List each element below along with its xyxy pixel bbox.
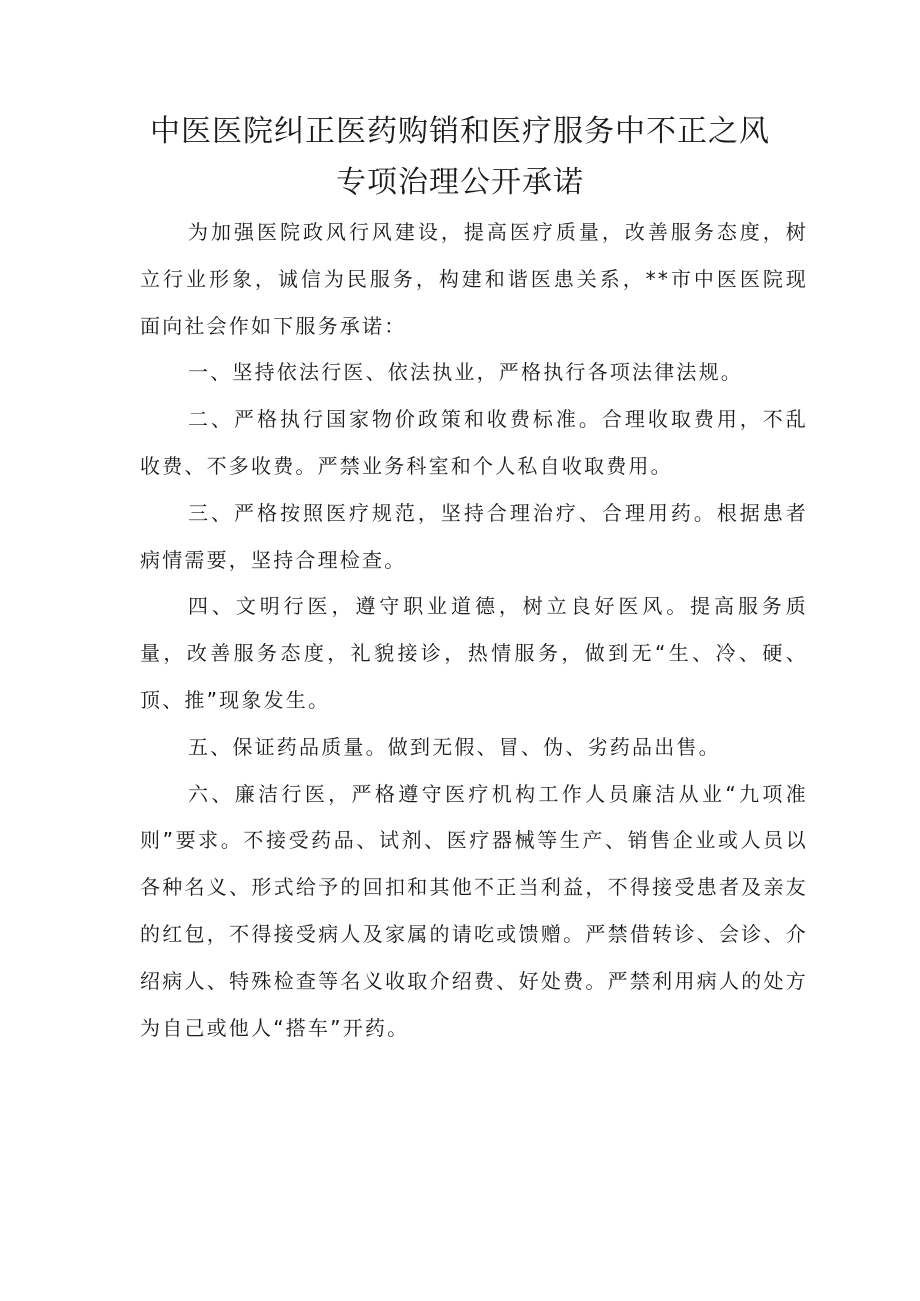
document-body [140,209,808,1051]
paragraph-item-2: 二、严格执行国家物价政策和收费标准。合理收取费用，不乱收费、不多收费。严禁业务科室和个人私自收取费用。 [140,407,808,478]
paragraph-item-5: 五、保证药品质量。做到无假、冒、伪、劣药品出售。 [188,734,721,759]
paragraph-item-4: 四、文明行医，遵守职业道德，树立良好医风。提高服务质量，改善服务态度，礼貌接诊，热情服务，做到无“生、冷、硬、顶、推”现象发生。 [140,594,808,712]
paragraph-intro: 为加强医院政风行风建设，提高医疗质量，改善服务态度，树立行业形象，诚信为民服务，构建和谐医患关系，**市中医医院现面向社会作如下服务承诺： [140,220,808,338]
paragraph-item-6: 六、廉洁行医，严格遵守医疗机构工作人员廉洁从业“九项准则”要求。不接受药品、试剂、医疗器械等生产、销售企业或人员以各种名义、形式给予的回扣和其他不正当利益，不得接受患者及亲友的红包，不得接受病人及家属的请吃或馈赠。严禁借转诊、会诊、介绍病人、特殊检查等名义收取介绍费、好处费。严禁利用病人的处方为自己或他人“搭车”开药。 [140,781,808,1040]
paragraph-item-1: 一、坚持依法行医、依法执业，严格执行各项法律法规。 [188,360,743,385]
document-title-line-1: 中医医院纠正医药购销和医疗服务中不正之风 [150,114,770,149]
document-title-line-2: 专项治理公开承诺 [336,165,584,200]
paragraph-item-3: 三、严格按照医疗规范，坚持合理治疗、合理用药。根据患者病情需要，坚持合理检查。 [140,500,808,572]
